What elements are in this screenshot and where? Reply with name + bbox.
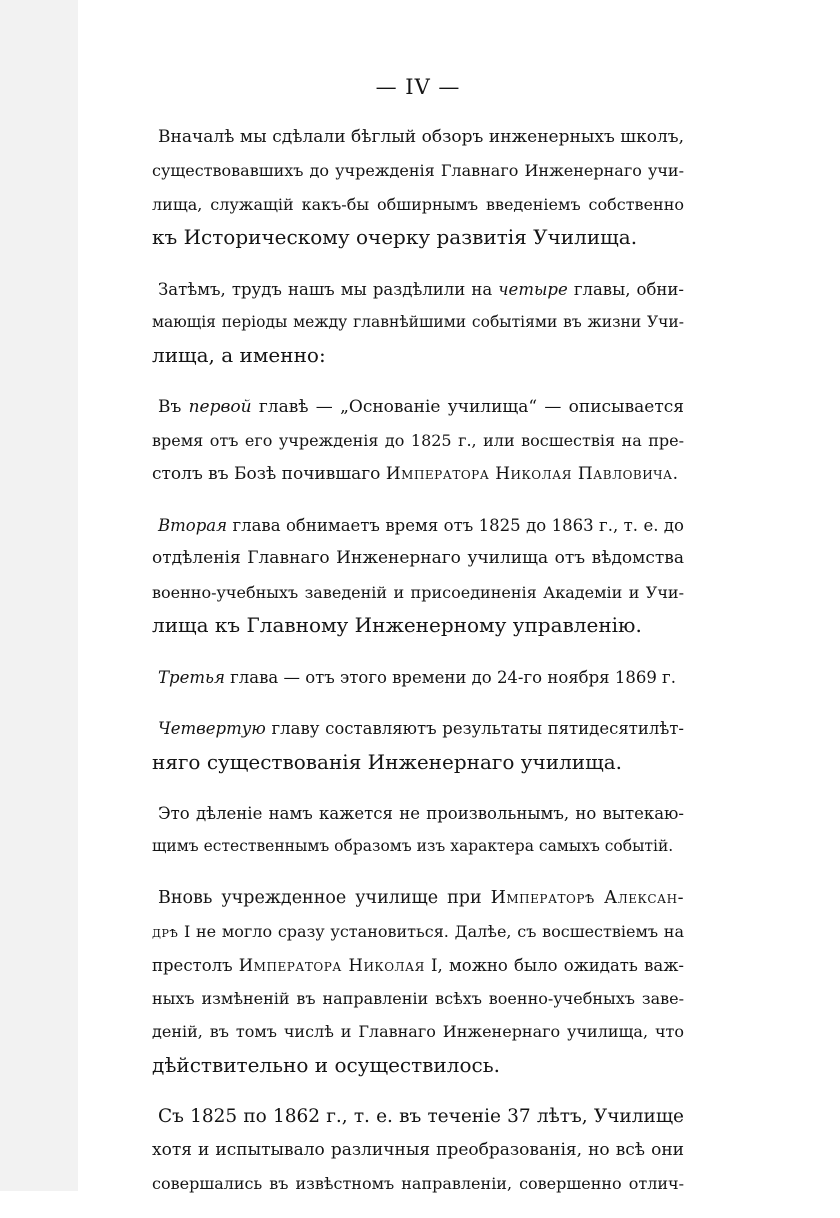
book-page: [152, 75, 684, 1218]
small-caps-name: Императора Николая: [238, 955, 425, 975]
text-line: къ Историческому очерку развитія Училища.: [152, 225, 638, 250]
text-line: существовавшихъ до учрежденія Главнаго Инженернаго учи-: [152, 161, 684, 181]
text-line: дрѣ I не могло сразу установиться. Далѣе, съ восшествіемъ на: [152, 922, 684, 942]
text-line: лища, а именно:: [152, 343, 326, 368]
page-gutter-shadow: [0, 0, 78, 1191]
emphasis: первой: [188, 396, 252, 417]
text-line: лища къ Главному Инженерному управленію.: [152, 613, 642, 638]
text-line: Вновь учрежденное училище при Императорѣ Алексан-: [158, 887, 684, 908]
text-line: престолъ Императора Николая I, можно было ожидать важ-: [152, 955, 684, 975]
small-caps-name: Императорѣ Алексан-: [490, 887, 684, 908]
paragraph-chapter-3: [152, 661, 684, 694]
text-line: Вторая глава обнимаетъ время отъ 1825 до 1863 г., т. е. до: [158, 516, 684, 536]
paragraph-chapter-4: [152, 712, 684, 779]
text-line: время отъ его учрежденія до 1825 г., или восшествія на пре-: [152, 431, 684, 451]
text-line: няго существованія Инженернаго училища.: [152, 749, 623, 774]
small-caps-name: Императора Николая Павловича.: [385, 463, 679, 484]
emphasis: Четвертую: [158, 719, 266, 739]
emphasis: Третья: [158, 667, 225, 687]
paragraph-1825-1862: [152, 1100, 684, 1200]
text-line: ныхъ измѣненій въ направленіи всѣхъ военно-учебныхъ заве-: [152, 988, 684, 1008]
text-line: хотя и испытывало различныя преобразованія, но всѣ они: [152, 1139, 684, 1160]
paragraph-chapter-1: [152, 391, 684, 491]
text-line: лища, служащій какъ-бы обширнымъ введеніемъ собственно: [152, 194, 684, 214]
text-line: щимъ естественнымъ образомъ изъ характера самыхъ событій.: [152, 837, 674, 856]
small-caps-name: дрѣ: [152, 922, 179, 942]
text-line: деній, въ томъ числѣ и Главнаго Инженернаго училища, что: [152, 1022, 684, 1042]
emphasis: четыре: [498, 279, 568, 299]
text-line: дѣйствительно и осуществилось.: [152, 1052, 500, 1077]
paragraph-chapter-2: [152, 509, 684, 643]
paragraph-division: [152, 273, 684, 373]
text-line: Съ 1825 по 1862 г., т. е. въ теченіе 37 лѣтъ, Училище: [158, 1106, 684, 1128]
text-line: Въ первой главѣ — „Основаніе училища“ — описывается: [158, 396, 684, 417]
paragraph-intro: [152, 121, 684, 255]
text-line: мающія періоды между главнѣйшими событіями въ жизни Учи-: [152, 313, 684, 332]
text-line: Вначалѣ мы сдѣлали бѣглый обзоръ инженерныхъ школъ,: [158, 127, 684, 147]
paragraph-rationale: [152, 797, 684, 864]
text-line: совершались въ извѣстномъ направленіи, совершенно отлич-: [152, 1173, 684, 1193]
emphasis: Вторая: [158, 516, 228, 536]
text-line: столъ въ Бозѣ почившаго Императора Николая Павловича.: [152, 463, 679, 484]
text-line: Четвертую главу составляютъ результаты пятидесятилѣт-: [158, 719, 684, 739]
text-line: Затѣмъ, трудъ нашъ мы раздѣлили на четыре главы, обни-: [158, 279, 684, 299]
text-line: Третья глава — отъ этого времени до 24-го ноября 1869 г.: [158, 667, 676, 687]
text-line: военно-учебныхъ заведеній и присоединенія Академіи и Учи-: [152, 582, 684, 602]
paragraph-new-school: [152, 882, 684, 1082]
text-line: Это дѣленіе намъ кажется не произвольнымъ, но вытекаю-: [158, 803, 684, 823]
text-line: отдѣленія Главнаго Инженернаго училища отъ вѣдомства: [152, 548, 684, 569]
page-number: — IV —: [375, 75, 461, 99]
